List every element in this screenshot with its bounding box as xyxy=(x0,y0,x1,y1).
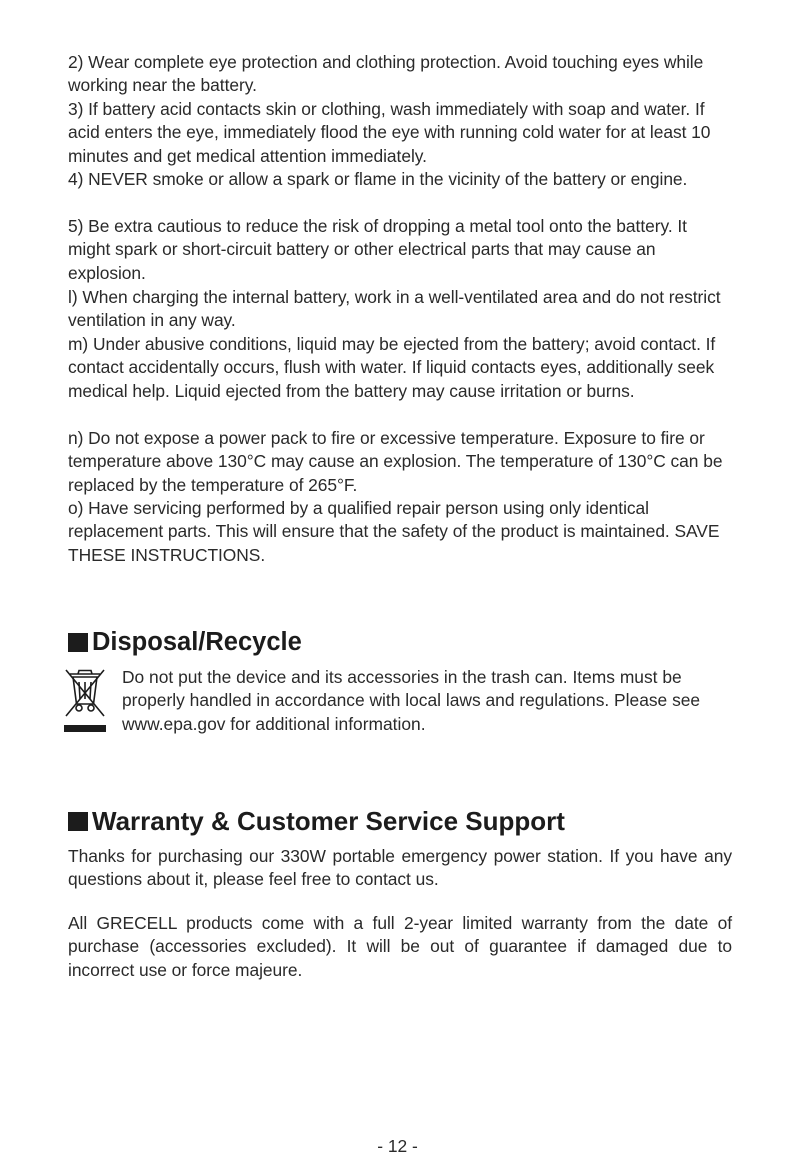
warranty-heading xyxy=(68,804,565,838)
instruction-item-5: 5) Be extra cautious to reduce the risk of dropping a metal tool onto the battery. It might spark or short-circuit battery or other electrical parts that may cause an explosion. xyxy=(68,216,687,283)
disposal-heading-text: Disposal/Recycle xyxy=(92,627,302,656)
instruction-item-3: 3) If battery acid contacts skin or clothing, wash immediately with soap and water. If acid enters the eye, immediately flood the eye with running cold water for at least 10 minutes and get medical attention immediately. xyxy=(68,99,711,166)
instruction-item-n: n) Do not expose a power pack to fire or excessive temperature. Exposure to fire or temperature above 130°C may cause an explosion. The temperature of 130°C can be replaced by the temperature of 265°F. xyxy=(68,428,723,495)
warranty-paragraph-2: All GRECELL products come with a full 2-year limited warranty from the date of purchase (accessories excluded). It will be out of guarantee if damaged due to incorrect use or force majeure. xyxy=(68,913,732,980)
disposal-heading xyxy=(68,625,302,659)
heading-square-icon xyxy=(68,812,88,831)
instruction-item-4: 4) NEVER smoke or allow a spark or flame in the vicinity of the battery or engine. xyxy=(68,169,688,189)
instruction-item-m: m) Under abusive conditions, liquid may be ejected from the battery; avoid contact. If contact accidentally occurs, flush with water. If liquid contacts eyes, additionally seek medical help. Liquid ejected from the battery may cause irritation or burns. xyxy=(68,334,716,401)
warranty-paragraph-1: Thanks for purchasing our 330W portable emergency power station. If you have any questions about it, please feel free to contact us. xyxy=(68,846,732,890)
instruction-item-l: l) When charging the internal battery, work in a well-ventilated area and do not restrict ventilation in any way. xyxy=(68,287,721,331)
weee-crossed-out-bin-icon xyxy=(64,668,106,736)
instruction-item-o: o) Have servicing performed by a qualified repair person using only identical replacement parts. This will ensure that the safety of the product is maintained. SAVE THESE INSTRUCTIONS. xyxy=(68,498,720,565)
page-number: - 12 - xyxy=(377,1136,418,1156)
warranty-heading-text: Warranty & Customer Service Support xyxy=(92,805,565,836)
disposal-text: Do not put the device and its accessories in the trash can. Items must be properly handled in accordance with local laws and regulations. Please see www.epa.gov for additional information. xyxy=(122,667,701,734)
instruction-item-2: 2) Wear complete eye protection and clothing protection. Avoid touching eyes while working near the battery. xyxy=(68,52,704,96)
heading-square-icon xyxy=(68,633,88,652)
disposal-section xyxy=(64,666,734,740)
